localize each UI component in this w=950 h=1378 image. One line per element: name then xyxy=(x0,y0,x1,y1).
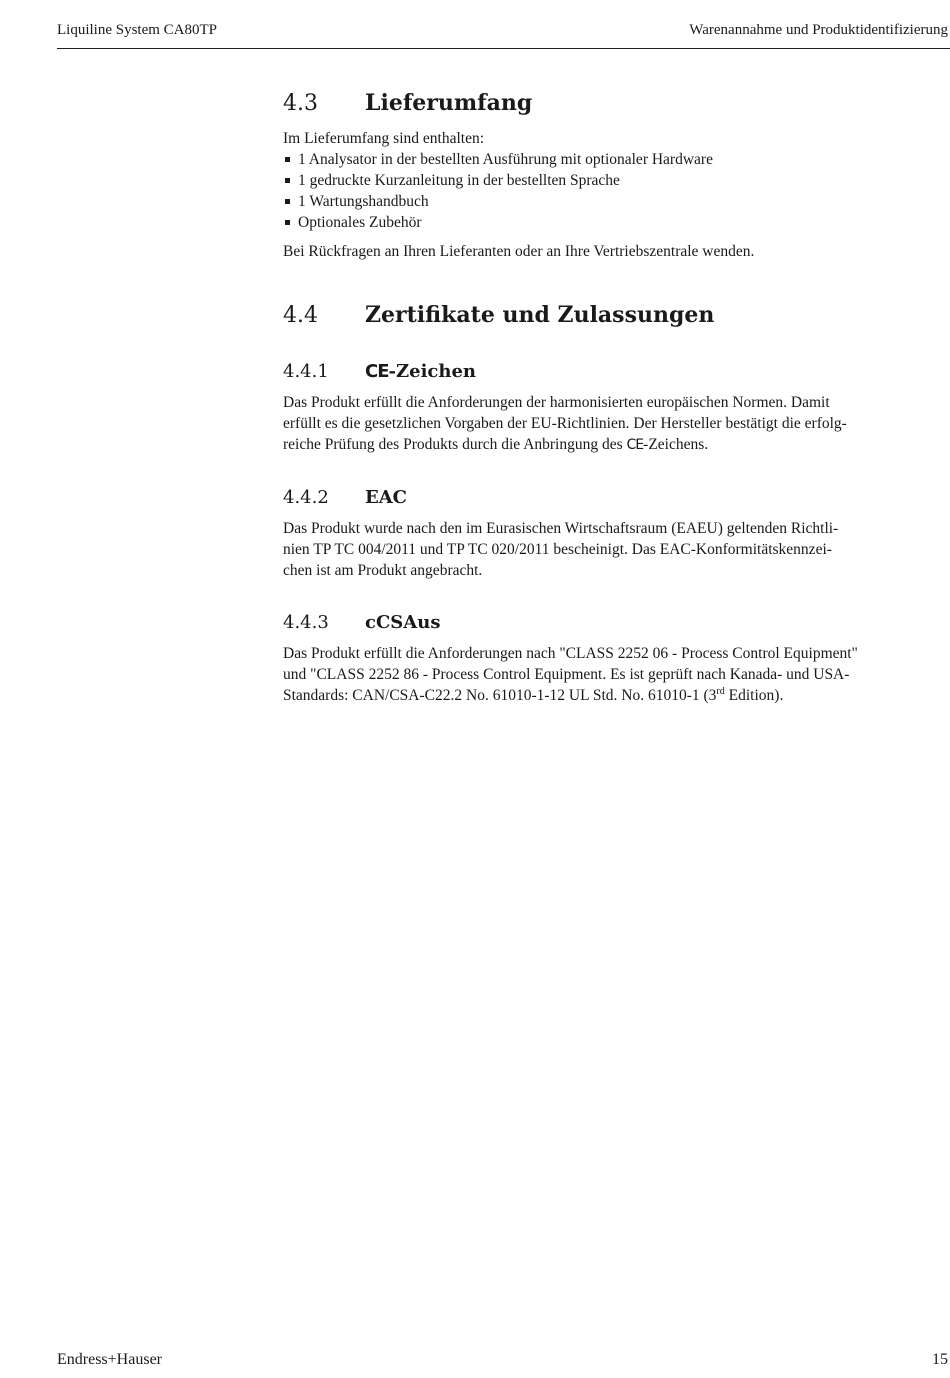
subsection-title-text: -Zeichen xyxy=(388,360,477,382)
section-number: 4.3 xyxy=(283,90,318,116)
header-product-name: Liquiline System CA80TP xyxy=(57,22,218,38)
page-header xyxy=(57,20,950,49)
subsection-number: 4.4.1 xyxy=(283,360,329,382)
bullet-icon xyxy=(285,157,290,162)
list-item-text: Optionales Zubehör xyxy=(298,214,422,231)
body-line: chen ist am Produkt angebracht. xyxy=(283,562,483,579)
ce-mark-icon: CE xyxy=(365,360,389,382)
section-title: Zertifikate und Zulassungen xyxy=(365,301,715,328)
subsection-title xyxy=(365,361,476,382)
page-number: 15 xyxy=(932,1351,948,1368)
body-line: Das Produkt erfüllt die Anforderungen nach "CLASS 2252 06 - Process Control Equipment" xyxy=(283,645,858,662)
section-title: Lieferumfang xyxy=(365,89,533,116)
subsection-title: cCSAus xyxy=(365,611,441,633)
ce-body xyxy=(283,392,948,456)
section-heading-4-3 xyxy=(283,88,948,118)
body-line: nien TP TC 004/2011 und TP TC 020/2011 bescheinigt. Das EAC-Konformitätskennzei- xyxy=(283,541,832,558)
subsection-title: EAC xyxy=(365,486,408,508)
subsection-number: 4.4.2 xyxy=(283,486,329,508)
header-chapter-title: Warenannahme und Produktidentifizierung xyxy=(689,22,948,38)
subsection-heading-4-4-3 xyxy=(283,609,948,635)
bullet-icon xyxy=(285,199,290,204)
body-line: erfüllt es die gesetzlichen Vorgaben der EU-Richtlinien. Der Hersteller bestätigt die erfolg- xyxy=(283,415,847,432)
list-item xyxy=(283,149,948,170)
subsection-heading-4-4-2 xyxy=(283,484,948,510)
body-line: reiche Prüfung des Produkts durch die Anbringung des xyxy=(283,436,627,453)
body-line: Edition). xyxy=(724,687,784,704)
scope-list xyxy=(283,149,948,233)
subsection-number: 4.4.3 xyxy=(283,611,329,633)
eac-body xyxy=(283,518,948,581)
section-heading-4-4 xyxy=(283,300,948,330)
body-line: Das Produkt wurde nach den im Eurasischen Wirtschaftsraum (EAEU) geltenden Richtli- xyxy=(283,520,839,537)
footer-brand: Endress+Hauser xyxy=(57,1351,162,1368)
subsection-heading-4-4-1 xyxy=(283,358,948,384)
body-line: -Zeichens. xyxy=(643,436,709,453)
scope-note: Bei Rückfragen an Ihren Lieferanten oder an Ihre Vertriebszentrale wenden. xyxy=(283,243,755,260)
section-number: 4.4 xyxy=(283,302,318,328)
bullet-icon xyxy=(285,220,290,225)
csa-body xyxy=(283,643,948,706)
list-item-text: 1 Analysator in der bestellten Ausführung mit optionaler Hardware xyxy=(298,151,713,168)
list-item-text: 1 Wartungshandbuch xyxy=(298,193,429,210)
superscript: rd xyxy=(716,685,725,697)
ce-mark-icon: CE xyxy=(626,437,644,453)
list-item xyxy=(283,212,948,233)
scope-intro: Im Lieferumfang sind enthalten: xyxy=(283,130,485,147)
body-line: Das Produkt erfüllt die Anforderungen der harmonisierten europäischen Normen. Damit xyxy=(283,394,830,411)
main-content xyxy=(283,88,948,706)
list-item-text: 1 gedruckte Kurzanleitung in der bestellten Sprache xyxy=(298,172,620,189)
body-line: Standards: CAN/CSA-C22.2 No. 61010-1-12 UL Std. No. 61010-1 (3 xyxy=(283,687,717,704)
list-item xyxy=(283,170,948,191)
bullet-icon xyxy=(285,178,290,183)
list-item xyxy=(283,191,948,212)
body-line: und "CLASS 2252 86 - Process Control Equipment. Es ist geprüft nach Kanada- und USA- xyxy=(283,666,850,683)
